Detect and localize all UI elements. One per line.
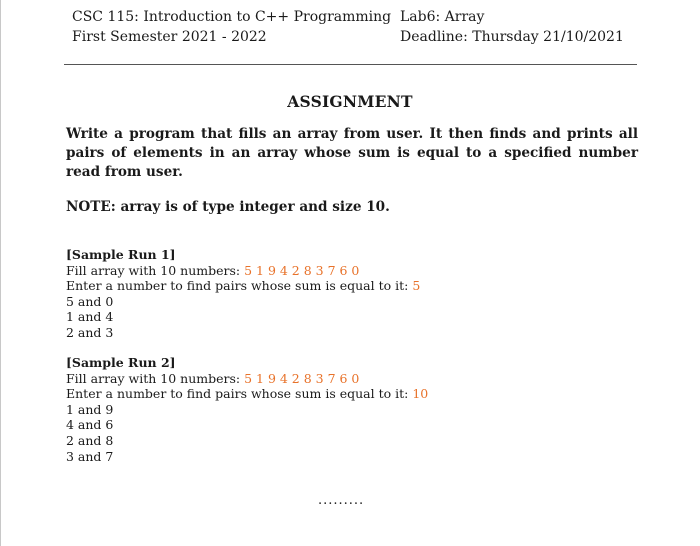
continuation-ellipsis: .........	[318, 493, 365, 508]
sample-run-heading: [Sample Run 1]	[66, 247, 176, 262]
fill-input: 5 1 9 4 2 8 3 7 6 0	[244, 370, 360, 386]
sum-line	[66, 386, 428, 402]
page-left-border	[0, 0, 1, 546]
fill-input: 5 1 9 4 2 8 3 7 6 0	[244, 262, 360, 278]
assignment-title: ASSIGNMENT	[287, 92, 413, 111]
sample-run-heading: [Sample Run 2]	[66, 355, 176, 370]
sum-input: 5	[412, 278, 421, 294]
lab-title: Lab6: Array	[400, 9, 485, 25]
output-line: 3 and 7	[66, 448, 114, 464]
output-line: 4 and 6	[66, 417, 114, 433]
sum-input: 10	[412, 386, 429, 402]
semester-label: First Semester 2021 - 2022	[72, 29, 267, 45]
sum-prompt: Enter a number to find pairs whose sum is equal to it:	[66, 386, 413, 402]
fill-line	[66, 263, 420, 279]
header-divider	[64, 64, 637, 65]
output-line: 2 and 8	[66, 432, 114, 448]
assignment-note: NOTE: array is of type integer and size 10.	[66, 199, 390, 215]
sample-run-1	[66, 247, 420, 341]
course-title: CSC 115: Introduction to C++ Programming	[72, 9, 392, 25]
fill-prompt: Fill array with 10 numbers:	[66, 262, 245, 278]
output-line: 2 and 3	[66, 324, 114, 340]
sum-line	[66, 278, 420, 294]
deadline-label: Deadline: Thursday 21/10/2021	[400, 29, 624, 45]
sum-prompt: Enter a number to find pairs whose sum is equal to it:	[66, 278, 413, 294]
fill-prompt: Fill array with 10 numbers:	[66, 370, 245, 386]
fill-line	[66, 371, 428, 387]
header-right	[400, 7, 624, 47]
header-left	[72, 7, 391, 47]
output-line: 1 and 4	[66, 309, 114, 325]
assignment-description: Write a program that fills an array from user. It then finds and prints all pairs of elements in an array whose sum is equal to a specified number read from user.	[66, 126, 638, 180]
output-line: 5 and 0	[66, 293, 114, 309]
sample-run-2	[66, 355, 428, 464]
output-line: 1 and 9	[66, 401, 114, 417]
